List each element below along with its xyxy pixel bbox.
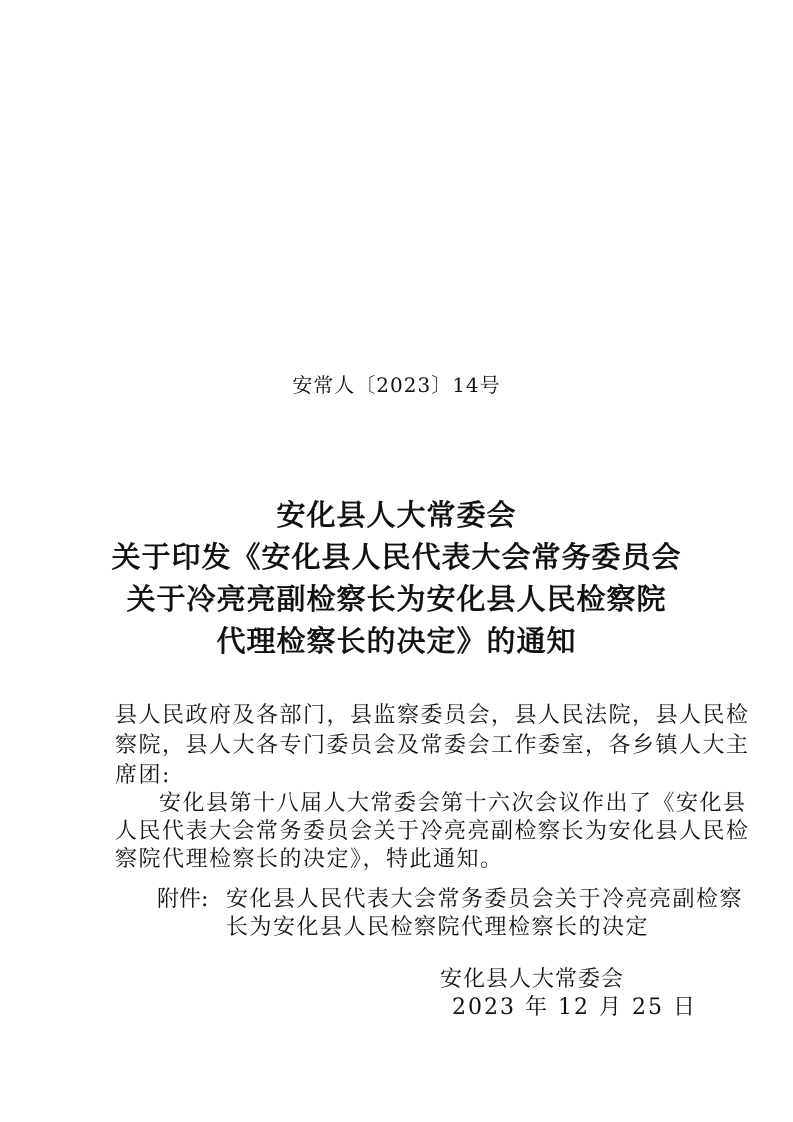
document-number: 安常人〔2023〕14号: [292, 373, 501, 397]
addressee-line-1: 县人民政府及各部门，县监察委员会，县人民法院，县人民检: [115, 703, 750, 728]
title-line-2: 关于印发《安化县人民代表大会常务委员会: [111, 540, 682, 574]
title-line-4: 代理检察长的决定》的通知: [216, 624, 577, 658]
addressee-line-2: 察院，县人大各专门委员会及常委会工作委室，各乡镇人大主: [115, 733, 750, 758]
title-line-1: 安化县人大常委会: [276, 498, 517, 532]
body-line-3: 察院代理检察长的决定》，特此通知。: [115, 847, 504, 872]
body-line-1: 安化县第十八届人大常委会第十六次会议作出了《安化县: [159, 791, 747, 816]
signature-date: 2023 年 12 月 25 日: [452, 995, 697, 1020]
body-line-2: 人民代表大会常务委员会关于冷亮亮副检察长为安化县人民检: [115, 819, 750, 844]
signature-organization: 安化县人大常委会: [440, 967, 625, 992]
document-title: [0, 494, 793, 662]
attachment-line-2: 长为安化县人民检察院代理检察长的决定: [226, 915, 650, 940]
addressee-line-3: 席团:: [115, 763, 171, 788]
attachment-label: 附件:: [157, 887, 209, 912]
attachment-line-1: 安化县人民代表大会常务委员会关于冷亮亮副检察: [226, 887, 744, 912]
title-line-3: 关于冷亮亮副检察长为安化县人民检察院: [126, 582, 667, 616]
